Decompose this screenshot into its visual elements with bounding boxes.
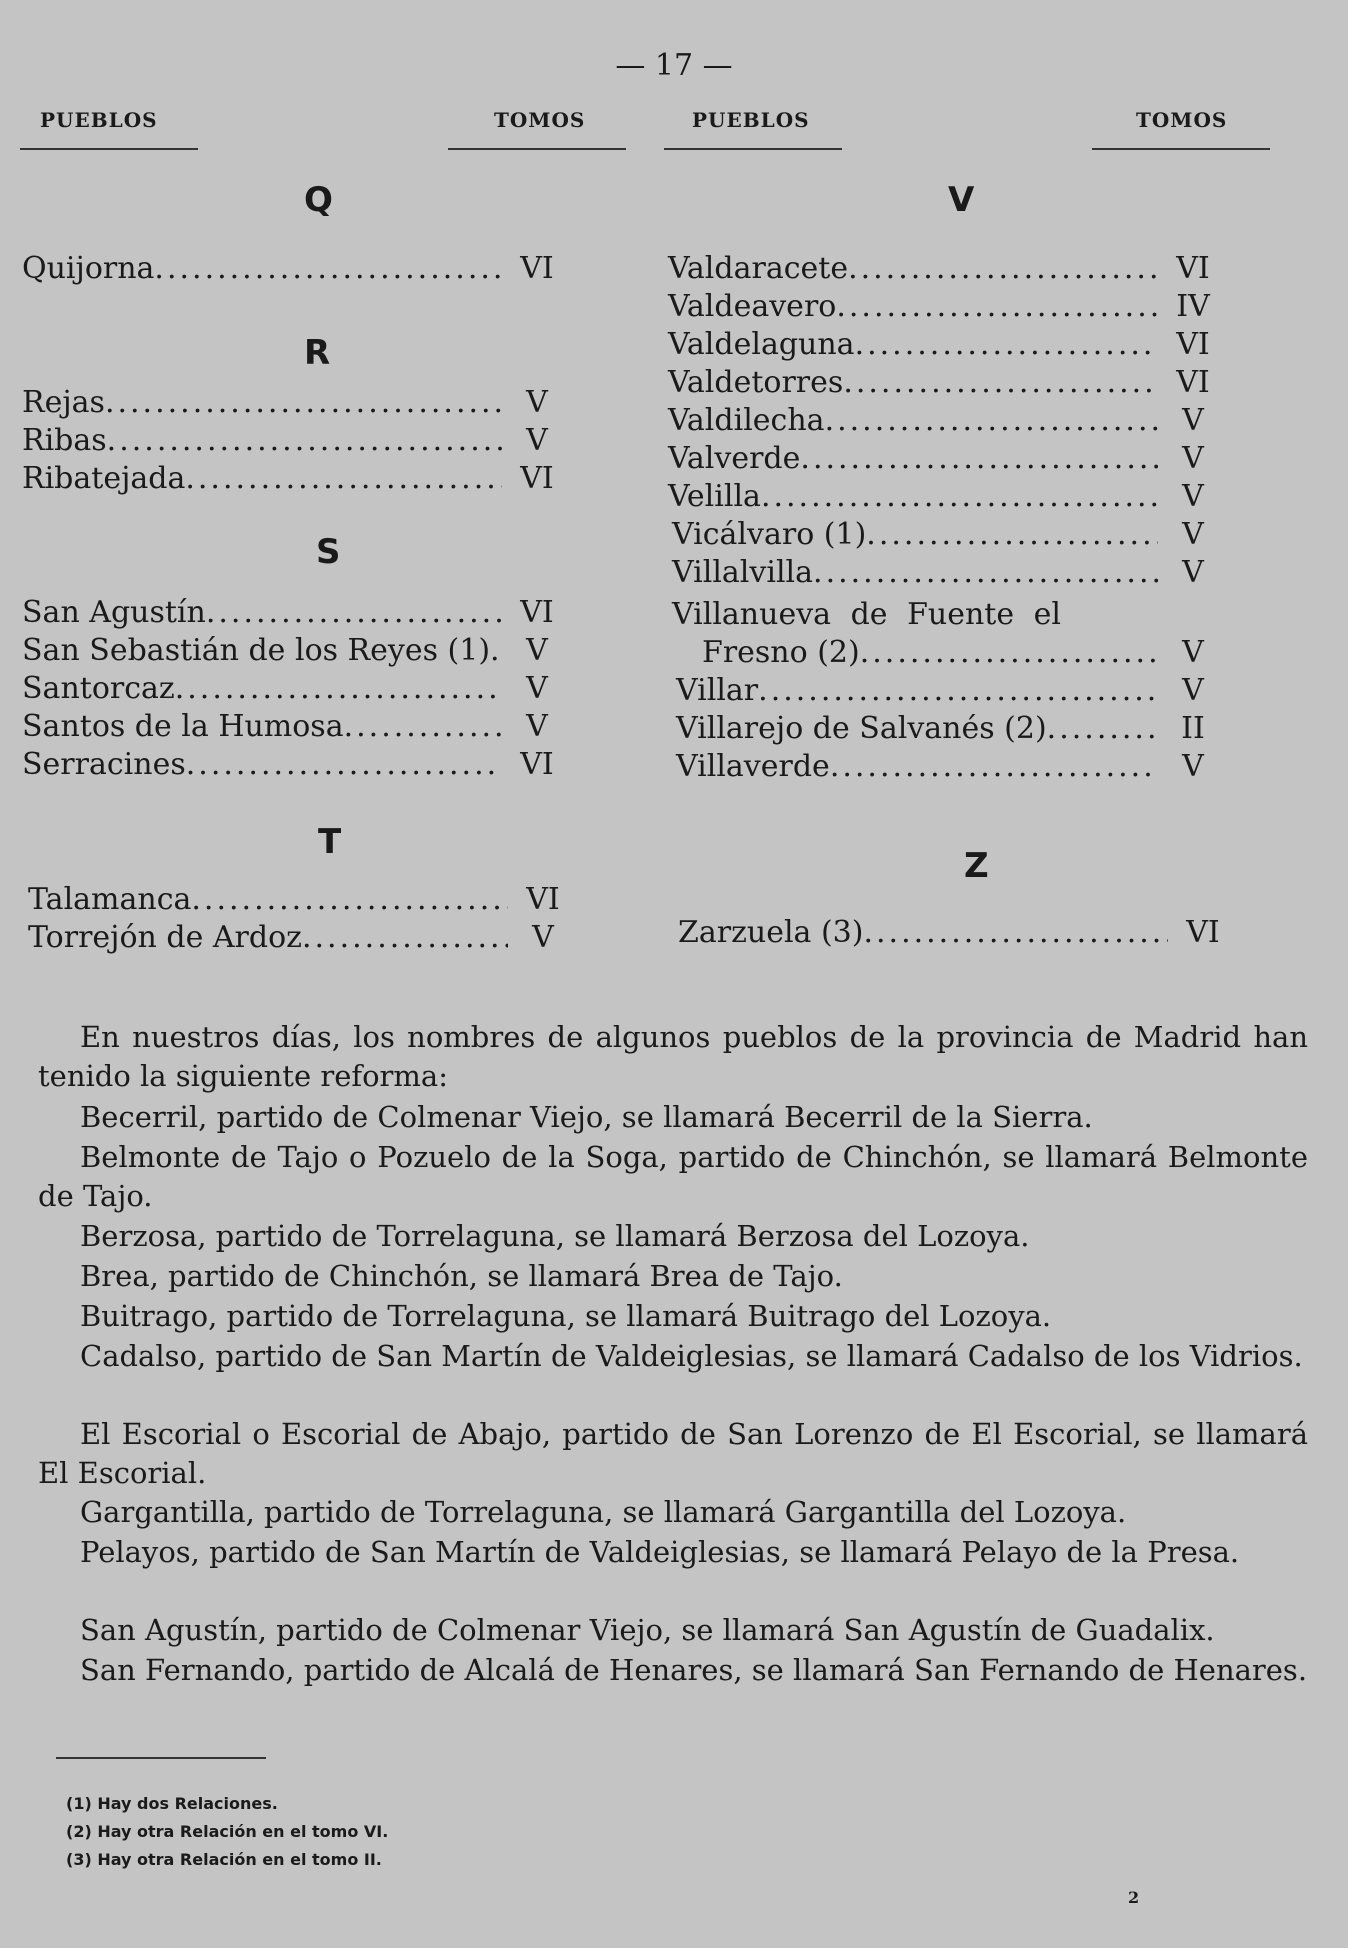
list-item — [668, 327, 1228, 363]
town-name: Velilla — [668, 479, 761, 514]
section-letter-s: S — [316, 532, 341, 572]
list-item — [668, 441, 1228, 477]
tomo-value: V — [1182, 673, 1204, 708]
list-item — [668, 403, 1228, 439]
list-item — [22, 671, 572, 707]
leader-dots — [866, 517, 1158, 553]
header-rule — [20, 148, 198, 150]
paragraph-reform: Becerril, partido de Colmenar Viejo, se llamará Becerril de la Sierra. — [80, 1100, 1093, 1134]
town-name: Villarejo de Salvanés (2) — [676, 711, 1047, 746]
page-number: — 17 — — [615, 48, 733, 83]
leader-dots — [860, 635, 1158, 671]
header-pueblos-right: PUEBLOS — [692, 108, 810, 132]
leader-dots — [191, 882, 508, 918]
leader-dots — [1047, 711, 1158, 747]
paragraph-reform: Cadalso, partido de San Martín de Valdeiglesias, se llamará Cadalso de los Vidrios. — [80, 1339, 1303, 1373]
tomo-value: VI — [1176, 365, 1210, 400]
tomo-value: V — [1182, 479, 1204, 514]
town-name: Valdelaguna — [668, 327, 855, 362]
list-item — [702, 635, 1228, 671]
town-name: Santos de la Humosa — [22, 709, 344, 744]
tomo-value: II — [1181, 711, 1205, 746]
tomo-value: VI — [520, 595, 554, 630]
leader-dots — [855, 327, 1158, 363]
header-rule — [1092, 148, 1270, 150]
list-item — [668, 251, 1228, 287]
town-name: Valverde — [668, 441, 801, 476]
paragraph-reform: Belmonte de Tajo o Pozuelo de la Soga, partido de Chinchón, se llamará Belmonte de Tajo. — [38, 1140, 1308, 1213]
paragraph-reform: San Agustín, partido de Colmenar Viejo, se llamará San Agustín de Guadalix. — [80, 1613, 1215, 1647]
leader-dots — [185, 461, 502, 497]
list-item — [28, 882, 578, 918]
list-item — [676, 711, 1228, 747]
list-item — [22, 633, 572, 669]
leader-dots — [344, 709, 502, 745]
tomo-value: V — [1182, 555, 1204, 590]
town-name: Valdeavero — [668, 289, 837, 324]
town-name: Fresno (2) — [702, 635, 860, 670]
section-letter-q: Q — [304, 180, 333, 220]
list-item — [676, 673, 1228, 709]
tomo-value: VI — [520, 461, 554, 496]
tomo-value: V — [526, 633, 548, 668]
list-item — [672, 597, 1228, 633]
list-item — [678, 915, 1238, 951]
footnote-3: (3) Hay otra Relación en el tomo II. — [66, 1850, 382, 1869]
tomo-value: VI — [520, 251, 554, 286]
town-name: Santorcaz — [22, 671, 175, 706]
section-letter-v: V — [948, 180, 975, 220]
leader-dots — [105, 385, 502, 421]
tomo-value: VI — [1186, 915, 1220, 950]
paragraph-reform: San Fernando, partido de Alcalá de Henares, se llamará San Fernando de Henares. — [80, 1653, 1308, 1687]
town-name: Villar — [676, 673, 759, 708]
paragraph-reform: Buitrago, partido de Torrelaguna, se llamará Buitrago del Lozoya. — [80, 1299, 1052, 1333]
tomo-value: IV — [1176, 289, 1210, 324]
leader-dots — [186, 747, 502, 783]
list-item — [668, 479, 1228, 515]
leader-dots — [843, 365, 1158, 401]
town-name: Zarzuela (3) — [678, 915, 864, 950]
town-name: San Agustín — [22, 595, 206, 630]
list-item — [22, 423, 572, 459]
footnote-2: (2) Hay otra Relación en el tomo VI. — [66, 1822, 389, 1841]
leader-dots — [848, 251, 1158, 287]
tomo-value: VI — [520, 747, 554, 782]
tomo-value: V — [1182, 403, 1204, 438]
leader-dots — [825, 403, 1158, 439]
town-name: Villaverde — [676, 749, 830, 784]
town-name: Valdilecha — [668, 403, 825, 438]
leader-dots — [800, 441, 1158, 477]
tomo-value: V — [526, 423, 548, 458]
list-item — [22, 747, 572, 783]
list-item — [668, 365, 1228, 401]
town-name: Valdaracete — [668, 251, 849, 286]
signature-mark: 2 — [1128, 1888, 1140, 1907]
town-name: Ribas — [22, 423, 107, 458]
list-item — [668, 289, 1228, 325]
town-name: Serracines — [22, 747, 186, 782]
leader-dots — [761, 479, 1158, 515]
leader-dots — [813, 555, 1158, 591]
paragraph-reform: Brea, partido de Chinchón, se llamará Brea de Tajo. — [80, 1259, 843, 1293]
list-item — [22, 461, 572, 497]
list-item — [22, 251, 572, 287]
list-item — [22, 385, 572, 421]
town-name: Talamanca — [28, 882, 192, 917]
header-rule — [664, 148, 842, 150]
tomo-value: VI — [1176, 251, 1210, 286]
tomo-value: V — [526, 709, 548, 744]
town-name: Ribatejada — [22, 461, 186, 496]
leader-dots — [154, 251, 502, 287]
section-letter-t: T — [318, 822, 342, 862]
leader-dots — [175, 671, 502, 707]
town-name: Rejas — [22, 385, 105, 420]
list-item — [676, 749, 1228, 785]
list-item — [672, 517, 1228, 553]
tomo-value: V — [1182, 517, 1204, 552]
tomo-value: V — [1182, 749, 1204, 784]
header-tomos-left: TOMOS — [494, 108, 586, 132]
tomo-value: VI — [526, 882, 560, 917]
tomo-value: V — [1182, 635, 1204, 670]
town-name: Valdetorres — [668, 365, 844, 400]
leader-dots — [302, 920, 508, 956]
town-name: Torrejón de Ardoz — [28, 920, 302, 955]
tomo-value: V — [526, 671, 548, 706]
leader-dots — [107, 423, 502, 459]
list-item — [22, 709, 572, 745]
paragraph-intro: En nuestros días, los nombres de algunos pueblos de la provincia de Madrid han tenido la siguiente reforma: — [38, 1020, 1308, 1093]
leader-dots — [758, 673, 1158, 709]
paragraph-reform: El Escorial o Escorial de Abajo, partido de San Lorenzo de El Escorial, se llamará El Escorial. — [38, 1417, 1308, 1490]
header-rule — [448, 148, 626, 150]
paragraph-reform: Gargantilla, partido de Torrelaguna, se llamará Gargantilla del Lozoya. — [80, 1495, 1127, 1529]
leader-dots — [490, 633, 502, 669]
tomo-value: VI — [1176, 327, 1210, 362]
header-tomos-right: TOMOS — [1136, 108, 1228, 132]
tomo-value: V — [532, 920, 554, 955]
list-item — [22, 595, 572, 631]
town-name: Villalvilla — [672, 555, 814, 590]
leader-dots — [836, 289, 1158, 325]
leader-dots — [830, 749, 1158, 785]
list-item — [672, 555, 1228, 591]
town-name: Villanueva de Fuente el — [672, 597, 1061, 632]
leader-dots — [206, 595, 502, 631]
footnote-rule — [56, 1757, 266, 1759]
paragraph-reform: Pelayos, partido de San Martín de Valdeiglesias, se llamará Pelayo de la Presa. — [80, 1535, 1240, 1569]
town-name: San Sebastián de los Reyes (1) — [22, 633, 491, 668]
tomo-value: V — [1182, 441, 1204, 476]
header-pueblos-left: PUEBLOS — [40, 108, 158, 132]
list-item — [28, 920, 578, 956]
town-name: Quijorna — [22, 251, 155, 286]
tomo-value: V — [526, 385, 548, 420]
paragraph-reform: Berzosa, partido de Torrelaguna, se llamará Berzosa del Lozoya. — [80, 1219, 1030, 1253]
section-letter-r: R — [304, 333, 331, 373]
footnote-1: (1) Hay dos Relaciones. — [66, 1794, 278, 1813]
leader-dots — [863, 915, 1168, 951]
town-name: Vicálvaro (1) — [672, 517, 867, 552]
section-letter-z: Z — [964, 846, 989, 886]
